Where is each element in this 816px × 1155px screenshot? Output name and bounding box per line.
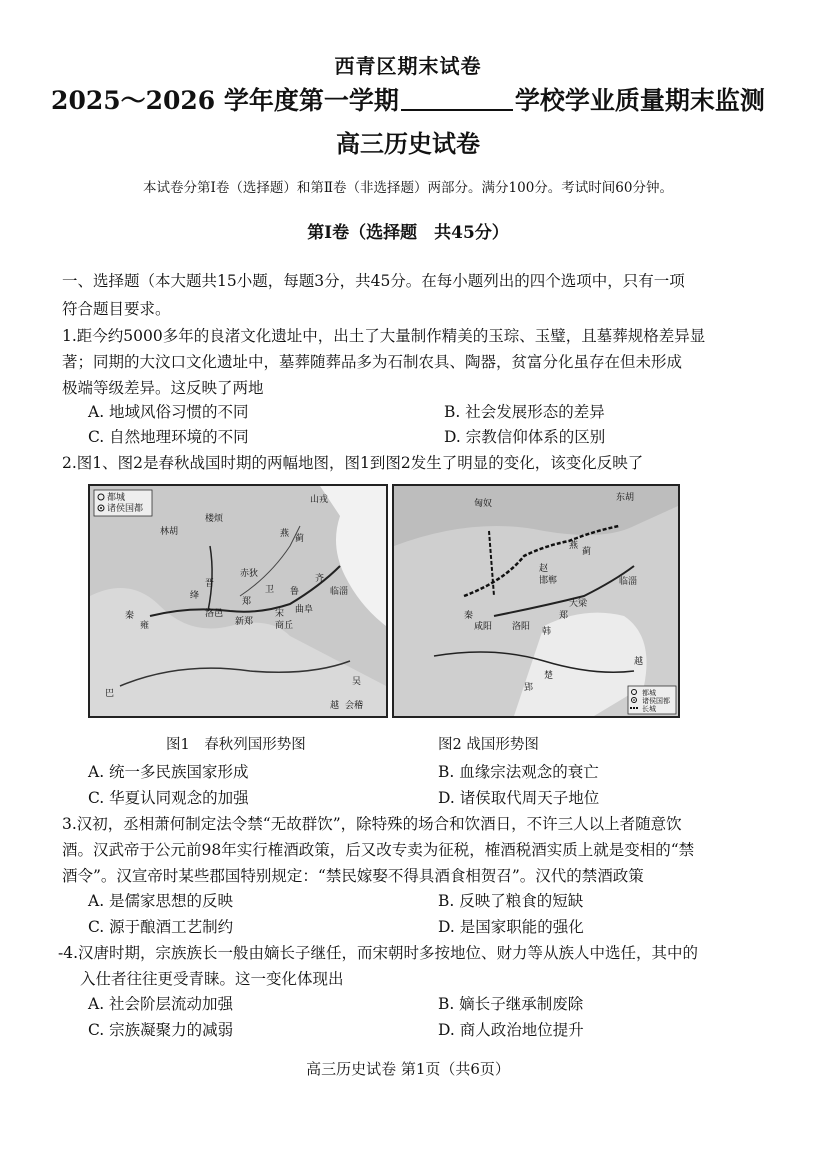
q4-line2: 入仕者往往更受青睐。这一变化体现出 [80,970,344,988]
volume-heading: 第Ⅰ卷（选择题 共45分） [307,223,509,243]
map2-label-xianyang: 咸阳 [474,622,493,632]
exam-intro: 本试卷分第Ⅰ卷（选择题）和第Ⅱ卷（非选择题）两部分。满分100分。考试时间60分钟。 [143,180,673,196]
map1-label-lu: 鲁 [290,587,300,597]
q2-option-c: C. 华夏认同观念的加强 [88,789,249,807]
exam-title [0,86,816,116]
map1-label-linhu: 林胡 [160,527,179,537]
q4-line1: -4.汉唐时期，宗族族长一般由嫡长子继任，而宋朝时多按地位、财力等从族人中选任，其中的 [58,944,699,962]
q2-option-b: B. 血缘宗法观念的衰亡 [438,763,599,781]
map2-label-zheng: 郑 [559,611,569,621]
map2-label-luoyang: 洛阳 [512,622,531,632]
map2-label-zhao: 赵 [539,564,549,574]
map2-label-yan: 燕 [569,541,579,551]
map1-legend-state-capital: 诸侯国都 [107,504,144,514]
section-instructions-line2: 符合题目要求。 [62,300,171,318]
q4-option-d: D. 商人政治地位提升 [438,1021,584,1039]
map2-legend-capital: 都城 [642,689,656,697]
map2-label-linzi: 临淄 [619,577,638,587]
map-spring-autumn [88,484,388,718]
map1-label-shanrong: 山戎 [310,495,329,505]
map1-label-kuaiji: 会稽 [345,701,364,711]
q1-line3: 极端等级差异。这反映了两地 [62,379,264,397]
q3-option-a: A. 是儒家思想的反映 [88,892,234,910]
map1-caption: 图1 春秋列国形势图 [166,737,306,753]
map1-label-qin: 秦 [125,611,135,621]
map1-label-qufu: 曲阜 [295,605,314,615]
map2-label-han: 韩 [542,627,552,637]
map1-label-jiang: 绛 [190,591,200,601]
map2-legend-great-wall: 长城 [642,705,656,713]
map2-caption: 图2 战国形势图 [438,737,539,753]
map-warring-states [392,484,680,718]
q1-option-a: A. 地域风俗习惯的不同 [88,403,249,421]
map1-legend-capital: 都城 [107,493,126,503]
map1-label-shangqiu: 商丘 [275,621,294,631]
map1-label-ji: 蓟 [295,534,305,544]
exam-title-year: 2025～2026 学年度第一学期 [51,86,399,115]
map1-label-yue: 越 [330,701,340,711]
q2-option-a: A. 统一多民族国家形成 [88,763,249,781]
q1-option-d: D. 宗教信仰体系的区别 [444,428,606,446]
q3-option-b: B. 反映了粮食的短缺 [438,892,584,910]
exam-title-rest: 学校学业质量期末监测 [514,86,765,115]
q3-line3: 酒令”。汉宣帝时某些郡国特别规定：“禁民嫁娶不得具酒食相贺召”。汉代的禁酒政策 [62,867,644,885]
q1-line1: 1.距今约5000多年的良渚文化遗址中，出土了大量制作精美的玉琮、玉璧，且墓葬规格差异显 [62,327,706,345]
map2-drawing [394,486,678,716]
map1-label-song: 宋 [275,609,285,619]
map1-label-zheng: 郑 [242,597,252,607]
map2-legend-state-capital: 诸侯国都 [642,697,670,705]
q3-option-c: C. 源于酿酒工艺制约 [88,918,234,936]
q3-line2: 酒。汉武帝于公元前98年实行榷酒政策，后又改专卖为征税，榷酒税酒实质上就是变相的“禁 [62,841,695,859]
q2-option-d: D. 诸侯取代周天子地位 [438,789,600,807]
map2-label-xiongnu: 匈奴 [474,499,493,509]
map2-label-qin: 秦 [464,611,474,621]
q4-option-a: A. 社会阶层流动加强 [88,995,234,1013]
map1-label-ba: 巴 [105,689,115,699]
map1-drawing [90,486,386,716]
subject-title: 高三历史试卷 [336,129,480,158]
map2-label-donghu: 东胡 [616,493,635,503]
map2-label-ji: 蓟 [582,547,592,557]
map1-label-wei: 卫 [265,585,275,595]
page-footer: 高三历史试卷 第1页（共6页） [306,1060,510,1078]
q1-option-c: C. 自然地理环境的不同 [88,428,249,446]
stamp-header: 西青区期末试卷 [334,54,482,78]
q4-option-b: B. 嫡长子继承制废除 [438,995,584,1013]
section-instructions-line1: 一、选择题（本大题共15小题，每题3分，共45分。在每小题列出的四个选项中，只有一项 [62,272,685,290]
school-name-blank [401,87,513,111]
map1-label-luoyi: 洛邑 [205,609,224,619]
q1-option-b: B. 社会发展形态的差异 [444,403,605,421]
map1-label-jin: 晋 [205,579,215,589]
q3-line1: 3.汉初，丞相萧何制定法令禁“无故群饮”，除特殊的场合和饮酒日，不许三人以上者随意饮 [62,815,682,833]
map2-label-handan: 邯郸 [539,576,558,586]
map1-label-wu: 吴 [352,677,362,687]
q3-option-d: D. 是国家职能的强化 [438,918,584,936]
map2-label-daliang: 大梁 [569,599,588,609]
map2-label-yue: 越 [634,657,644,667]
map1-label-xinzheng: 新郑 [235,617,254,627]
q4-option-c: C. 宗族凝聚力的减弱 [88,1021,234,1039]
q1-line2: 著；同期的大汶口文化遗址中，墓葬随葬品多为石制农具、陶器，贫富分化虽存在但未形成 [62,353,683,371]
map1-label-yan: 燕 [280,529,290,539]
map1-label-qi: 齐 [315,574,325,584]
map1-label-linzi: 临淄 [330,587,349,597]
q2-line1: 2.图1、图2是春秋战国时期的两幅地图，图1到图2发生了明显的变化，该变化反映了 [62,454,644,472]
map1-label-chidi: 赤狄 [240,569,259,579]
map2-label-chu: 楚 [544,671,554,681]
map1-label-loufan: 楼烦 [205,514,224,524]
map2-label-ying: 郢 [524,683,534,693]
map1-label-yong: 雍 [140,621,150,631]
